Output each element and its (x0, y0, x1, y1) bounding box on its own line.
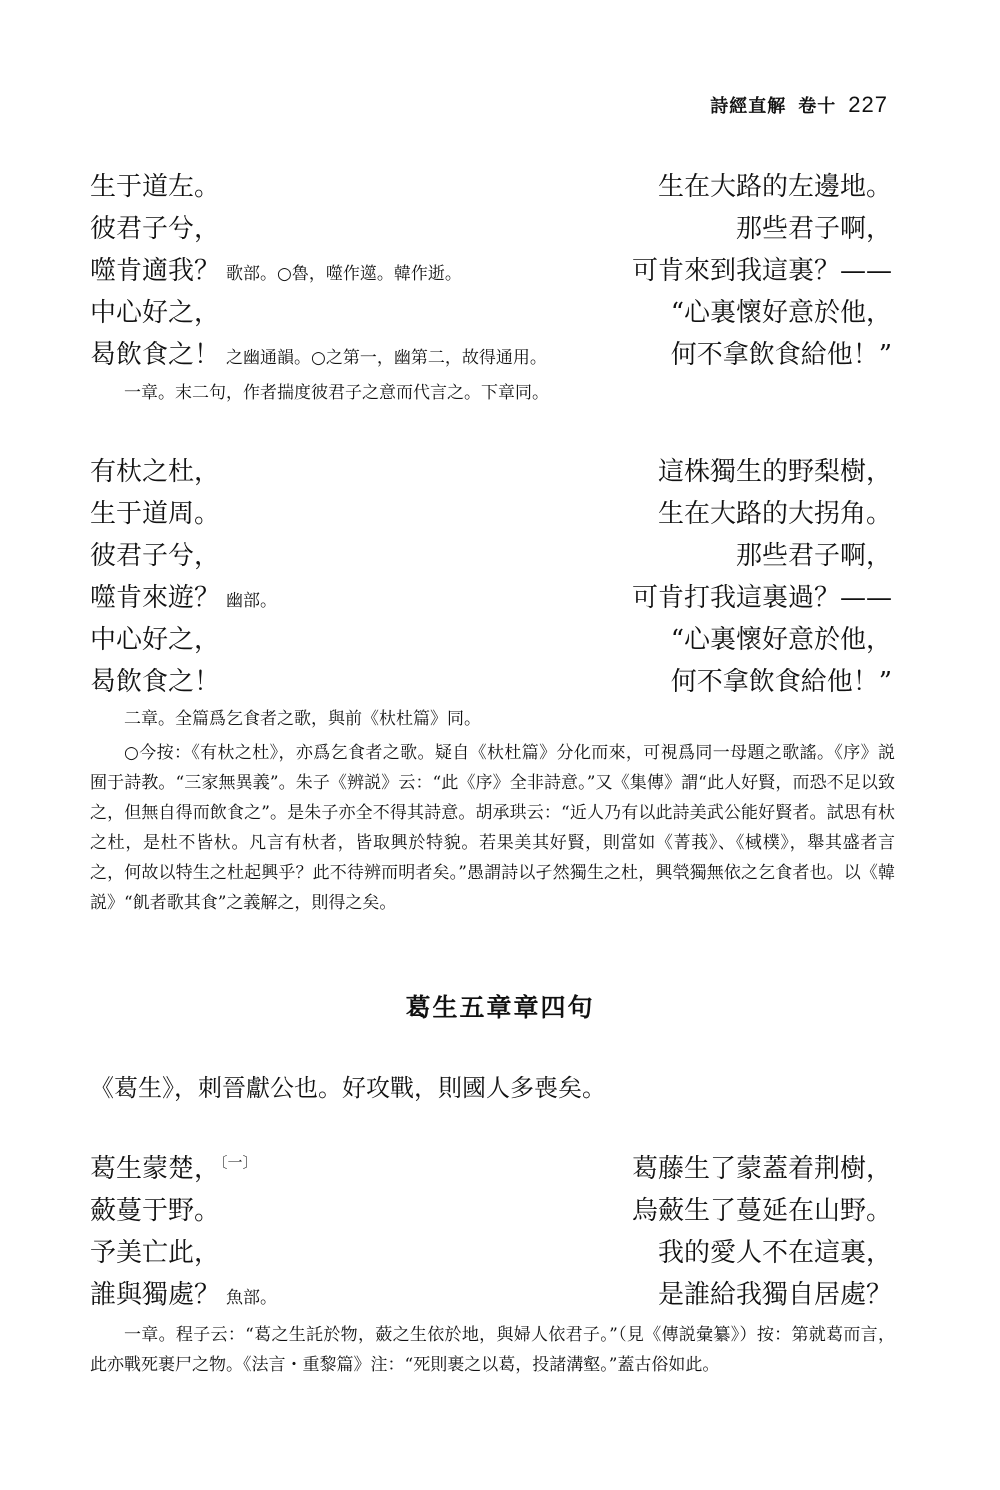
page-number: 227 (848, 92, 888, 117)
book-title: 詩經直解 (710, 96, 787, 117)
running-head (710, 92, 888, 118)
stanza-commentary: 一章。末二句，作者揣度彼君子之意而代言之。下章同。 (124, 383, 549, 403)
rhyme-note: 幽部。 (226, 591, 278, 611)
translation-text: 這株獨生的野梨樹， (657, 457, 892, 487)
rhyme-note: 歌部。○魯，噬作遾。韓作逝。 (226, 264, 462, 284)
translation-text: 是誰給我獨自居處？ (657, 1280, 892, 1310)
verse-line (90, 1274, 892, 1316)
translation-text: 烏蘞生了蔓延在山野。 (631, 1196, 892, 1226)
original-text: 誰與獨處？ (90, 1280, 221, 1310)
verse-line (90, 1232, 892, 1274)
original-text: 生于道左。 (90, 172, 221, 202)
translation-text: 葛藤生了蒙蓋着荆樹， (631, 1154, 892, 1184)
translation-text: 何不拿飲食給他！” (670, 340, 892, 370)
original-text: 彼君子兮， (90, 541, 221, 571)
verse-line (90, 1148, 892, 1190)
verse-line (90, 166, 892, 208)
original-text: 曷飲食之！ (90, 667, 221, 697)
verse-line (90, 493, 892, 535)
preface-line: 《葛生》，刺晉獻公也。好攻戰，則國人多喪矣。 (90, 1074, 606, 1102)
translation-text: 我的愛人不在這裏， (657, 1238, 892, 1268)
verse-line (90, 535, 892, 577)
translation-text: 可肯來到我這裏？—— (631, 256, 892, 286)
original-text: 予美亡此， (90, 1238, 221, 1268)
stanza-commentary: 一章。程子云：“葛之生託於物，蘞之生依於地，與婦人依君子。”（見《傳説彙纂》）按：第就葛而言，此亦戰死裹尸之物。《法言・重黎篇》注：“死則裹之以葛，投諸溝壑。”蓋古俗如此。 (90, 1325, 895, 1375)
verse-line (90, 208, 892, 250)
original-text: 中心好之， (90, 298, 221, 328)
verse-line (90, 619, 892, 661)
verse-line (90, 661, 892, 703)
original-text: 彼君子兮， (90, 214, 221, 244)
original-text: 噬肯適我？ (90, 256, 221, 286)
stanza-b (90, 451, 892, 703)
original-text: 噬肯來遊？ (90, 583, 221, 613)
verse-line (90, 1190, 892, 1232)
verse-line (90, 451, 892, 493)
author-note-paragraph: ○今按：《有杕之杜》，亦爲乞食者之歌。疑自《杕杜篇》分化而來，可視爲同一母題之歌謠。《序》説囿于詩教。“三家無異義”。朱子《辨説》云：“此《序》全非詩意。”又《集傳》謂“此人好賢，而恐不足以致之，但無自得而飲食之”。是朱子亦全不得其詩意。胡承珙云：“近人乃有以此詩美武公能好賢者。試思有杕之杜，是杜不皆杕。凡言有杕者，皆取興於特貌。若果美其好賢，則當如《菁莪》、《棫樸》，舉其盛者言之，何故以特生之杜起興乎？此不待辨而明者矣。”愚謂詩以孑然獨生之杜，興煢獨無依之乞食者也。以《韓説》“飢者歌其食”之義解之，則得之矣。 (90, 743, 895, 913)
section-title: 葛生五章章四句 (405, 993, 595, 1022)
translation-text: 那些君子啊， (735, 214, 892, 244)
original-text: 曷飲食之！ (90, 340, 221, 370)
translation-text: “心裏懷好意於他， (670, 625, 892, 655)
rhyme-note: 魚部。 (226, 1288, 278, 1308)
translation-text: 生在大路的大拐角。 (657, 499, 892, 529)
verse-line (90, 334, 892, 376)
translation-text: “心裏懷好意於他， (670, 298, 892, 328)
original-text: 有杕之杜， (90, 457, 221, 487)
translation-text: 可肯打我這裏過？—— (631, 583, 892, 613)
stanza-c (90, 1148, 892, 1316)
footnote-marker: 〔一〕 (220, 1153, 258, 1172)
volume-label: 卷十 (798, 96, 837, 117)
original-text: 中心好之， (90, 625, 221, 655)
stanza-a (90, 166, 892, 376)
translation-text: 那些君子啊， (735, 541, 892, 571)
original-text: 葛生蒙楚， (90, 1154, 221, 1184)
translation-text: 何不拿飲食給他！” (670, 667, 892, 697)
verse-line (90, 577, 892, 619)
verse-line (90, 292, 892, 334)
rhyme-note: 之幽通韻。○之第一，幽第二，故得通用。 (226, 348, 547, 368)
verse-line (90, 250, 892, 292)
stanza-commentary: 二章。全篇爲乞食者之歌，與前《杕杜篇》同。 (124, 709, 481, 729)
original-text: 生于道周。 (90, 499, 221, 529)
translation-text: 生在大路的左邊地。 (657, 172, 892, 202)
original-text: 蘞蔓于野。 (90, 1196, 221, 1226)
